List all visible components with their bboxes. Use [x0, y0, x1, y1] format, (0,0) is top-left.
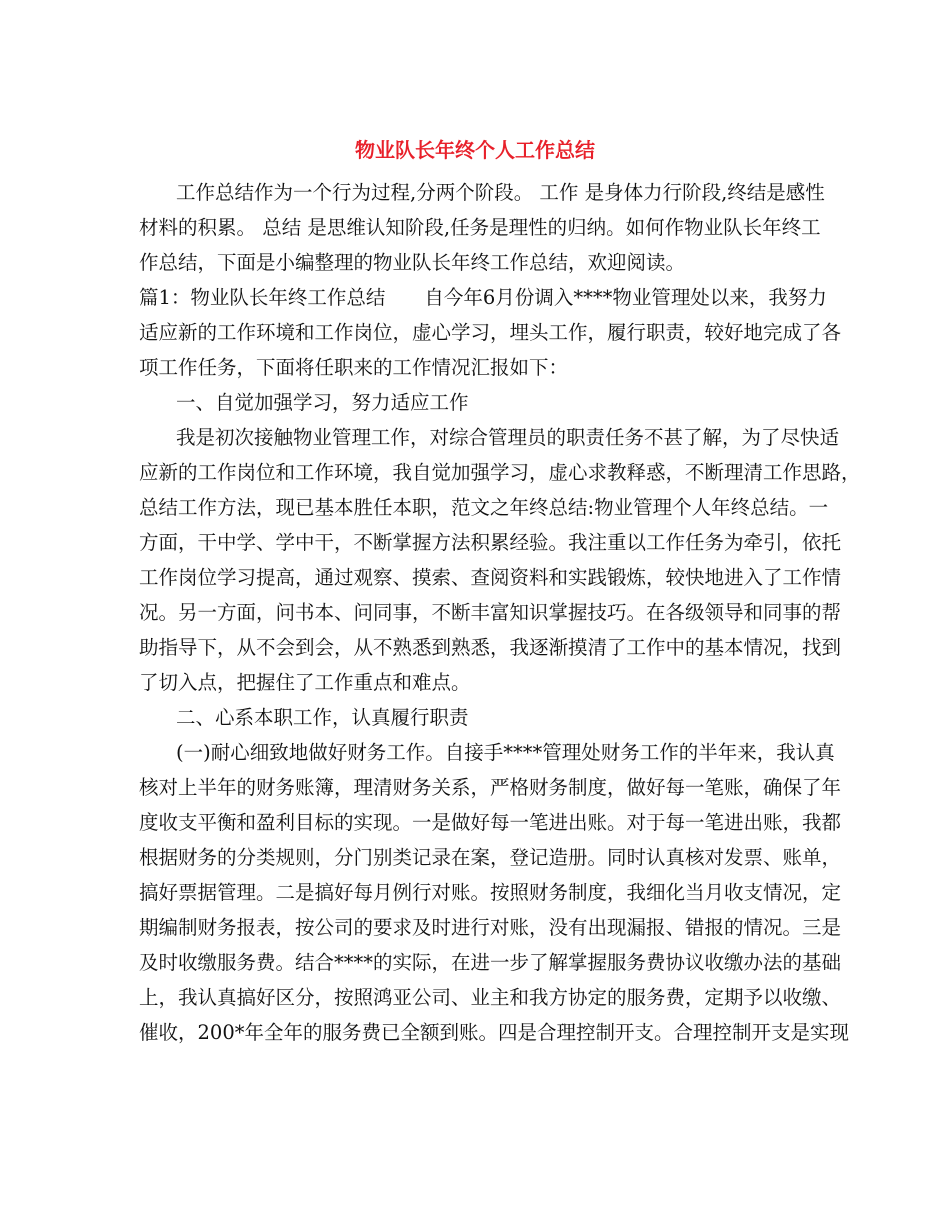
body-line: 项工作任务，下面将任职来的工作情况汇报如下：: [139, 356, 569, 379]
body-line: 助指导下，从不会到会，从不熟悉到熟悉，我逐渐摸清了工作中的基本情况，找到: [139, 636, 842, 659]
body-line: 适应新的工作环境和工作岗位，虚心学习，埋头工作，履行职责，较好地完成了各: [139, 321, 842, 344]
section-heading: 二、心系本职工作，认真履行职责: [176, 706, 469, 729]
body-line: 总结工作方法，现已基本胜任本职，范文之年终总结:物业管理个人年终总结。一: [139, 496, 829, 519]
body-line: 工作岗位学习提高，通过观察、摸索、查阅资料和实践锻炼，较快地进入了工作情: [139, 566, 842, 589]
body-line: 上，我认真搞好区分，按照鸿亚公司、业主和我方协定的服务费，定期予以收缴、: [139, 986, 842, 1009]
body-line: 根据财务的分类规则，分门别类记录在案，登记造册。同时认真核对发票、账单，: [139, 846, 842, 869]
body-line: 搞好票据管理。二是搞好每月例行对账。按照财务制度，我细化当月收支情况，定: [139, 881, 842, 904]
body-line: 方面，干中学、学中干，不断掌握方法积累经验。我注重以工作任务为牵引，依托: [139, 531, 842, 554]
body-line: 了切入点，把握住了工作重点和难点。: [139, 671, 471, 694]
document-title: 物业队长年终个人工作总结: [355, 138, 595, 162]
body-line: 作总结，下面是小编整理的物业队长年终工作总结，欢迎阅读。: [139, 251, 686, 274]
body-line: 我是初次接触物业管理工作，对综合管理员的职责任务不甚了解，为了尽快适: [176, 426, 840, 449]
body-line: 材料的积累。 总结 是思维认知阶段,任务是理性的归纳。如何作物业队长年终工: [139, 216, 821, 239]
body-line: 核对上半年的财务账簿，理清财务关系，严格财务制度，做好每一笔账，确保了年: [139, 776, 842, 799]
body-line: 度收支平衡和盈利目标的实现。一是做好每一笔进出账。对于每一笔进出账，我都: [139, 811, 842, 834]
body-line: 篇1：物业队长年终工作总结 自今年6月份调入****物业管理处以来，我努力: [139, 286, 827, 309]
section-heading: 一、自觉加强学习，努力适应工作: [176, 391, 469, 414]
body-line: (一)耐心细致地做好财务工作。自接手****管理处财务工作的半年来，我认真: [176, 741, 835, 764]
body-line: 及时收缴服务费。结合****的实际，在进一步了解掌握服务费协议收缴办法的基础: [139, 951, 842, 974]
body-line: 工作总结作为一个行为过程,分两个阶段。 工作 是身体力行阶段,终结是感性: [176, 181, 825, 204]
body-line: 应新的工作岗位和工作环境，我自觉加强学习，虚心求教释惑，不断理清工作思路，: [139, 461, 861, 484]
body-line: 催收，200*年全年的服务费已全额到账。四是合理控制开支。合理控制开支是实现: [139, 1021, 849, 1044]
body-line: 况。另一方面，问书本、问同事，不断丰富知识掌握技巧。在各级领导和同事的帮: [139, 601, 842, 624]
body-line: 期编制财务报表，按公司的要求及时进行对账，没有出现漏报、错报的情况。三是: [139, 916, 842, 939]
